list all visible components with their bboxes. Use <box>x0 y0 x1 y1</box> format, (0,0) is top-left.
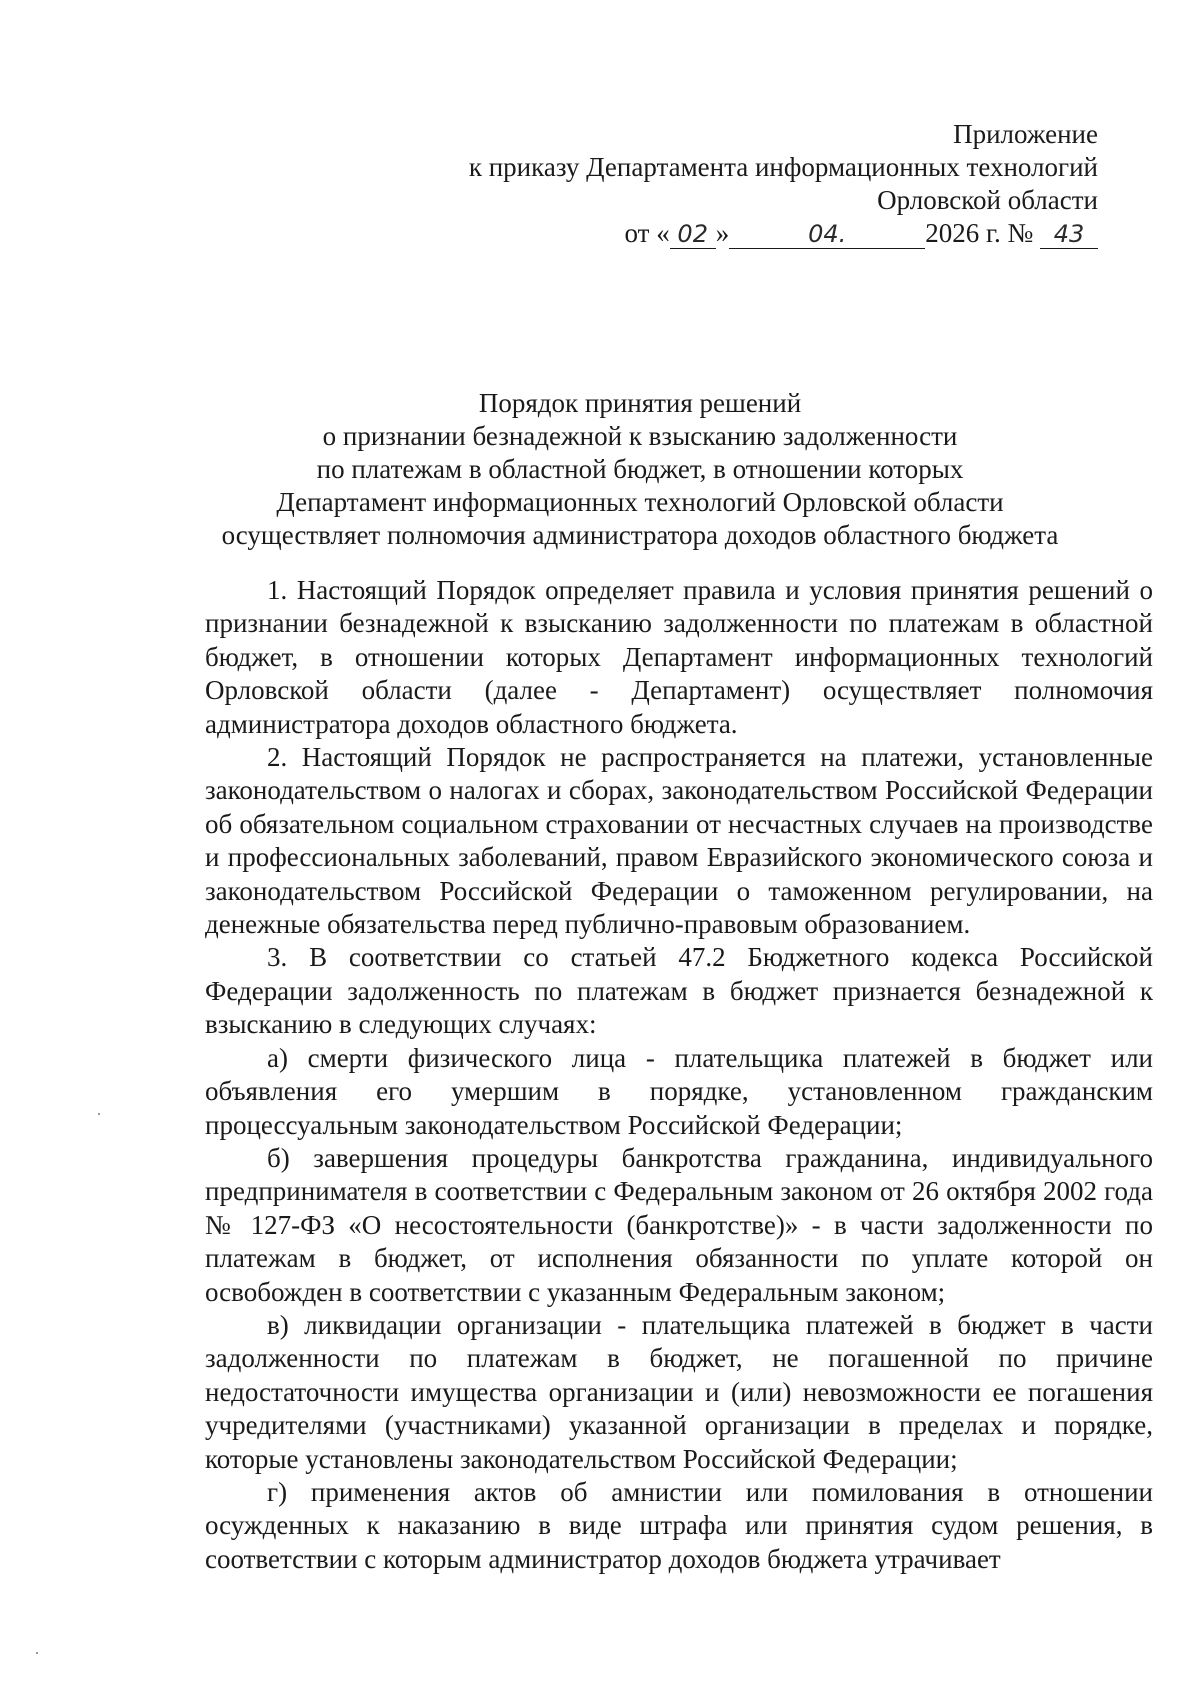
subitem-v: в) ликвидации организации - плательщика платежей в бюджет в части задолженности по платежам в бюджет, не погашенной по причине недостаточности имущества организации и (или) невозможности ее погашения учредителями (участниками) указанной организации в пределах и порядке, которые установлены законодательством Российской Федерации; <box>205 1309 1153 1474</box>
paragraph-2: 2. Настоящий Порядок не распространяется на платежи, установленные законодательством о налогах и сборах, законодательством Российской Федерации об обязательном социальном страховании от несчастных случаев на производстве и профессиональных заболеваний, правом Евразийского экономического союза и законодательством Российской Федерации о таможенном регулировании, на денежные обязательства перед публично-правовым образованием. <box>205 742 1153 940</box>
date-day-field <box>670 219 716 249</box>
document-body <box>205 574 1153 1576</box>
scan-speck <box>98 1113 100 1115</box>
scan-speck <box>36 1652 38 1654</box>
title-line: Департамент информационных технологий Орловской области <box>276 487 1004 517</box>
date-mid: » <box>715 218 730 248</box>
title-line: осуществляет полномочия администратора доходов областного бюджета <box>221 520 1059 550</box>
appendix-header <box>338 118 1098 250</box>
order-number-handwritten: 43 <box>1053 220 1085 248</box>
order-number-field <box>1040 219 1098 249</box>
date-month-handwritten: 04. <box>808 220 847 248</box>
subitem-a: а) смерти физического лица - плательщика платежей в бюджет или объявления его умершим в порядке, установленном гражданским процессуальным законодательством Российской Федерации; <box>205 1042 1153 1140</box>
paragraph-1: 1. Настоящий Порядок определяет правила и условия принятия решений о признании безнадежной к взысканию задолженности по платежам в областной бюджет, в отношении которых Департамент информационных технологий Орловской области (далее - Департамент) осуществляет полномочия администратора доходов областного бюджета. <box>205 575 1153 739</box>
title-line: о признании безнадежной к взысканию задолженности <box>322 421 958 451</box>
appendix-order-ref: к приказу Департамента информационных технологий <box>468 152 1098 182</box>
appendix-label: Приложение <box>953 119 1098 149</box>
date-day-handwritten: 02 <box>677 220 708 248</box>
date-prefix: от « <box>624 218 670 248</box>
subitem-b: б) завершения процедуры банкротства гражданина, индивидуального предпринимателя в соответствии с Федеральным законом от 26 октября 2002 года № 127-ФЗ «О несостоятельности (банкротстве)» - в части задолженности по платежам в бюджет, от исполнения обязанности по уплате которой он освобожден в соответствии с указанным Федеральным законом; <box>205 1142 1153 1307</box>
appendix-region: Орловской области <box>877 185 1098 215</box>
document-title <box>200 387 1080 552</box>
paragraph-3: 3. В соответствии со статьей 47.2 Бюджетного кодекса Российской Федерации задолженность по платежам в бюджет признается безнадежной к взысканию в следующих случаях: <box>205 942 1153 1040</box>
title-line: по платежам в областной бюджет, в отношении которых <box>316 454 964 484</box>
date-month-field <box>729 219 925 249</box>
date-year: 2026 г. № <box>925 218 1034 248</box>
subitem-g: г) применения актов об амнистии или помилования в отношении осужденных к наказанию в виде штрафа или принятия судом решения, в соответствии с которым администратор доходов бюджета утрачивает <box>205 1476 1153 1574</box>
title-line: Порядок принятия решений <box>478 388 802 418</box>
order-date-line <box>338 217 1098 250</box>
